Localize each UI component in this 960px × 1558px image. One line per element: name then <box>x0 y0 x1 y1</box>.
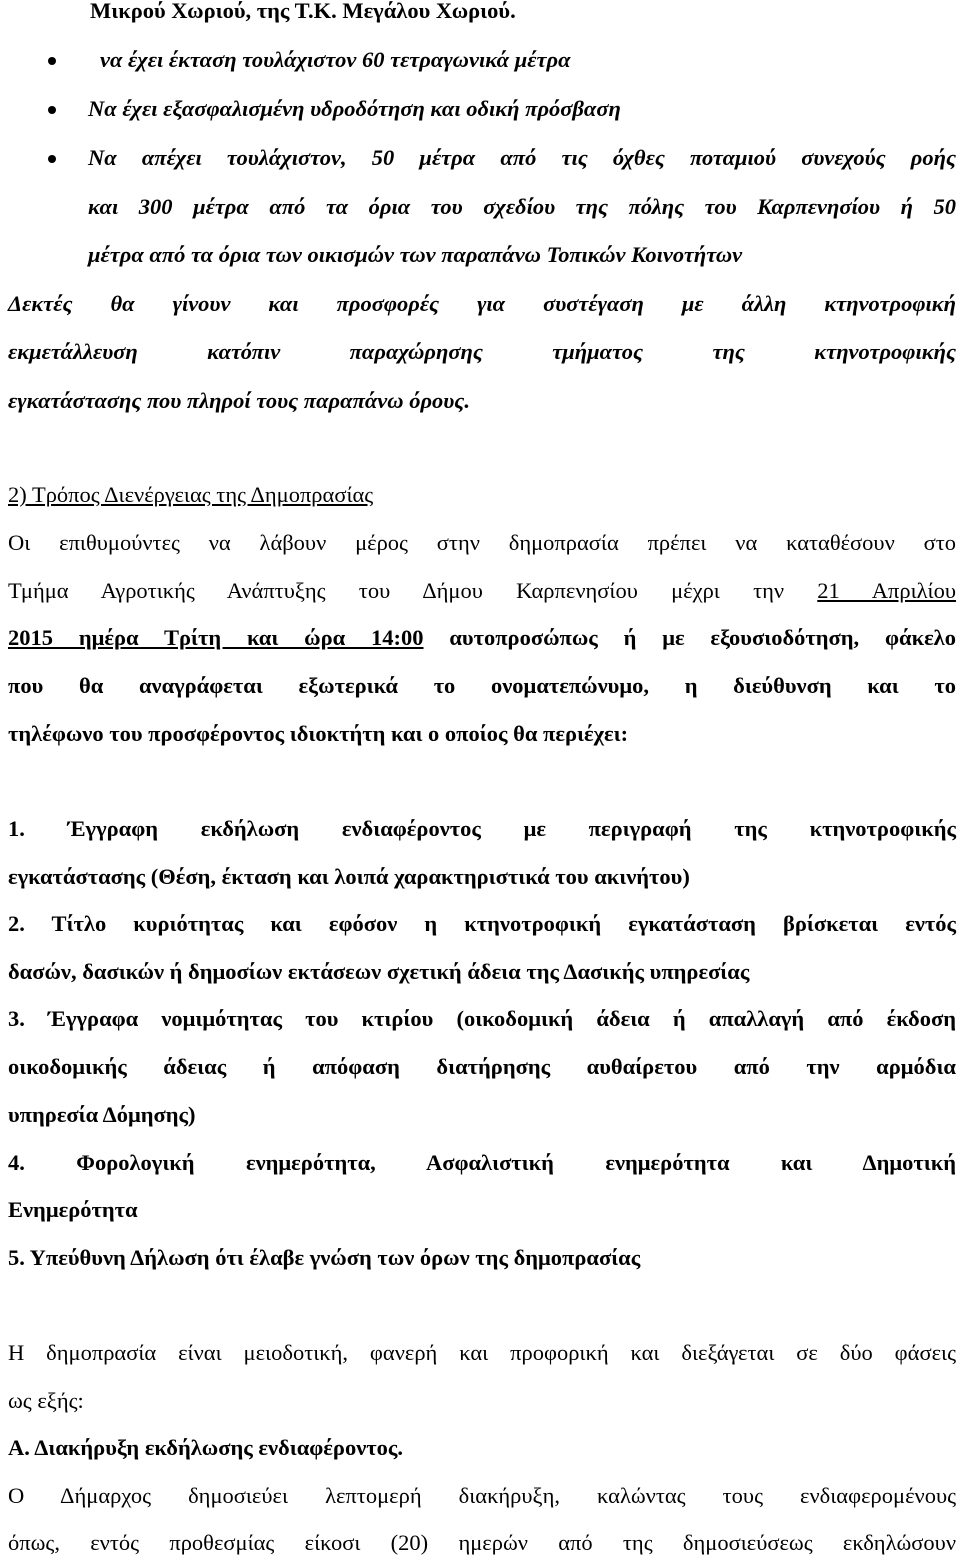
item-2-line-1: 2. Τίτλο κυριότητας και εφόσον η κτηνοτροφική εγκατάσταση βρίσκεται εντός <box>8 911 956 936</box>
acceptance-line-1: Δεκτές θα γίνουν και προσφορές για συστέγαση με άλλη κτηνοτροφική <box>8 291 956 316</box>
bullet-item-distance-l1: Να απέχει τουλάχιστον, 50 μέτρα από τις όχθες ποταμιού συνεχούς ροής <box>88 145 956 170</box>
deadline-date: 21 Απριλίου <box>817 578 956 603</box>
acceptance-line-2: εκμετάλλευση κατόπιν παραχώρησης τμήματος της κτηνοτροφικής <box>8 339 956 364</box>
bullet-dot <box>48 57 56 65</box>
item-3-line-1: 3. Έγγραφα νομιμότητας του κτιρίου (οικοδομική άδεια ή απαλλαγή από έκδοση <box>8 1006 956 1031</box>
section-2-line-2-text: Τμήμα Αγροτικής Ανάπτυξης του Δήμου Καρπενησίου μέχρι την <box>8 578 818 603</box>
item-2-line-2: δασών, δασικών ή δημοσίων εκτάσεων σχετική άδεια της Δασικής υπηρεσίας <box>8 959 750 984</box>
bullet-item-water: Να έχει εξασφαλισμένη υδροδότηση και οδική πρόσβαση <box>88 96 621 121</box>
item-1-line-1: 1. Έγγραφη εκδήλωση ενδιαφέροντος με περιγραφή της κτηνοτροφικής <box>8 816 956 841</box>
section-2-line-1: Οι επιθυμούντες να λάβουν μέρος στην δημοπρασία πρέπει να καταθέσουν στο <box>8 530 956 555</box>
bullet-item-distance-l2: και 300 μέτρα από τα όρια του σχεδίου της πόλης του Καρπενησίου ή 50 <box>88 194 956 219</box>
auction-line-3: Ο Δήμαρχος δημοσιεύει λεπτομερή διακήρυξη, καλώντας τους ενδιαφερομένους <box>8 1483 956 1508</box>
section-2-line-3-text: αυτοπροσώπως ή με εξουσιοδότηση, φάκελο <box>423 625 956 650</box>
acceptance-line-3: εγκατάστασης που πληροί τους παραπάνω όρους. <box>8 388 470 413</box>
auction-line-1: Η δημοπρασία είναι μειοδοτική, φανερή και προφορική και διεξάγεται σε δύο φάσεις <box>8 1340 956 1365</box>
section-2-line-4: που θα αναγράφεται εξωτερικά το ονοματεπώνυμο, η διεύθυνση και το <box>8 673 956 698</box>
bullet-item-distance-l3: μέτρα από τα όρια των οικισμών των παραπάνω Τοπικών Κοινοτήτων <box>88 242 743 267</box>
section-2-heading: 2) Τρόπος Διενέργειας της Δημοπρασίας <box>8 482 374 507</box>
bullet-item-area: να έχει έκταση τουλάχιστον 60 τετραγωνικά μέτρα <box>100 47 571 72</box>
section-2-line-3 <box>8 623 956 653</box>
bullet-dot <box>48 106 56 114</box>
deadline-time: 2015 ημέρα Τρίτη και ώρα 14:00 <box>8 625 424 650</box>
section-2-line-5: τηλέφωνο του προσφέροντος ιδιοκτήτη και ο οποίος θα περιέχει: <box>8 721 629 746</box>
item-4-line-2: Ενημερότητα <box>8 1197 138 1222</box>
header-line: Μικρού Χωριού, της Τ.Κ. Μεγάλου Χωριού. <box>90 0 516 23</box>
auction-line-4: όπως, εντός προθεσμίας είκοσι (20) ημερών από της δημοσιεύσεως εκδηλώσουν <box>8 1530 956 1555</box>
auction-line-2: ως εξής: <box>8 1388 84 1413</box>
section-2-line-2 <box>8 576 956 606</box>
item-3-line-3: υπηρεσία Δόμησης) <box>8 1102 196 1127</box>
item-5: 5. Υπεύθυνη Δήλωση ότι έλαβε γνώση των όρων της δημοπρασίας <box>8 1245 641 1270</box>
item-3-line-2: οικοδομικής άδειας ή απόφαση διατήρησης αυθαίρετου από την αρμόδια <box>8 1054 956 1079</box>
phase-a-heading: Α. Διακήρυξη εκδήλωσης ενδιαφέροντος. <box>8 1435 403 1460</box>
bullet-dot <box>48 155 56 163</box>
item-1-line-2: εγκατάστασης (Θέση, έκταση και λοιπά χαρακτηριστικά του ακινήτου) <box>8 864 690 889</box>
item-4-line-1: 4. Φορολογική ενημερότητα, Ασφαλιστική ενημερότητα και Δημοτική <box>8 1150 956 1175</box>
